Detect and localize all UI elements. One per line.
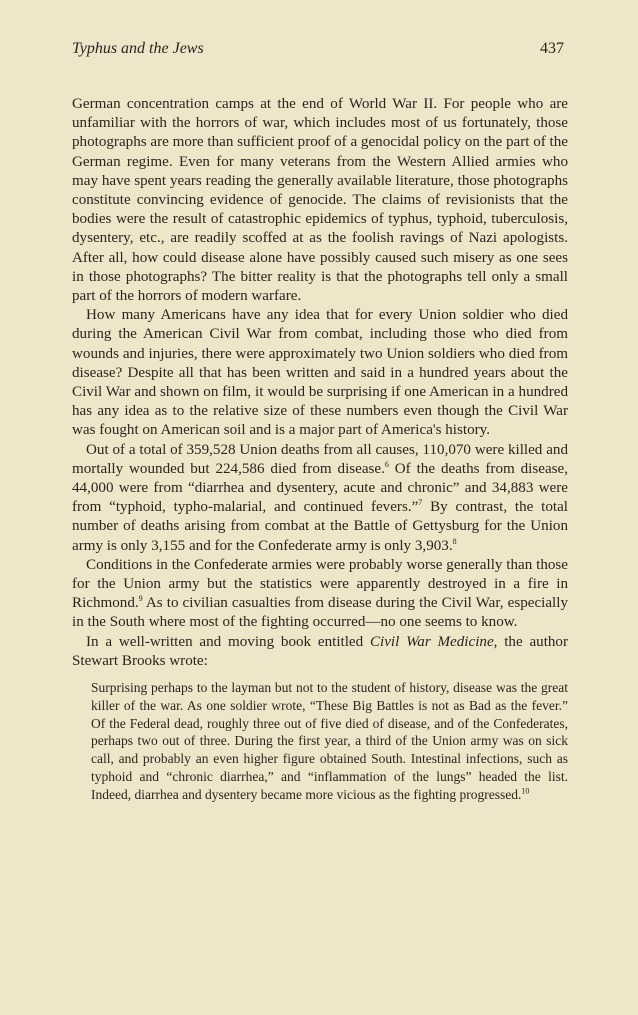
paragraph-3-text-3: By contrast, the total number of deaths arising from combat at the Battle of Gettysburg for the Union army is only 3,155 and for the Confederate army is only 3,903. xyxy=(72,499,568,554)
quote-text: Surprising perhaps to the layman but not to the student of history, disease was the great killer of the war. As one soldier wrote, “These Big Battles is not as Bad as the fever.” Of the Federal dead, roughly three out of five died of disease, and of the Confederates, perhaps two out of three. During the first year, a third of the Union army was on sick call, and probably an even higher figure obtained South. Intestinal infections, such as typhoid and “chronic diarrhea,” and “inflammation of the lungs” headed the list. Indeed, diarrhea and dysentery became more vicious as the fighting progressed. xyxy=(91,680,568,802)
body-text xyxy=(72,95,568,804)
paragraph-3 xyxy=(72,441,568,556)
paragraph-3-text-2: Of the deaths from disease, 44,000 were from “diarrhea and dysentery, acute and chronic” and 34,883 were from “typhoid, typho-malarial, and continued fevers.” xyxy=(72,460,568,516)
footnote-ref-8: 8 xyxy=(452,536,457,546)
paragraph-4-text-1: Conditions in the Confederate armies were probably worse generally than those for the Union army but the statistics were apparently destroyed in a fire in Richmond. xyxy=(72,556,568,612)
block-quote xyxy=(91,679,568,804)
footnote-ref-9: 9 xyxy=(138,594,143,604)
book-title: Civil War Medicine xyxy=(369,633,494,650)
page-number: 437 xyxy=(540,40,564,57)
paragraph-5-text-2: , the author Stewart Brooks wrote: xyxy=(72,633,569,669)
paragraph-2: How many Americans have any idea that for every Union soldier who died during the American Civil War from combat, including those who died from wounds and injuries, there were approximately two Union soldiers who died from disease? Despite all that has been written and said in a hundred years about the Civil War and shown on film, it would be surprising if one American in a hundred has any idea as to the relative size of these numbers even though the Civil War was fought on American soil and is a major part of America's history. xyxy=(72,307,568,439)
footnote-ref-6: 6 xyxy=(384,459,389,469)
paragraph-5 xyxy=(72,633,568,671)
paragraph-5-text-1: In a well-written and moving book entitled xyxy=(86,633,370,650)
footnote-ref-10: 10 xyxy=(521,786,530,796)
paragraph-1: German concentration camps at the end of World War II. For people who are unfamiliar with the horrors of war, which includes most of us fortunately, those photographs are more than sufficient proof of a genocidal policy on the part of the German regime. Even for many veterans from the Western Allied armies who may have spent years reading the generally available literature, those photographs constitute convincing evidence of genocide. The claims of revisionists that the bodies were the result of catastrophic epidemics of typhus, typhoid, tuberculosis, dysentery, etc., are readily scoffed at as the foolish ravings of Nazi apologists. After all, how could disease alone have possibly caused such misery as one sees in those photographs? The bitter reality is that the photographs tell only a small part of the horrors of modern warfare. xyxy=(72,96,568,305)
paragraph-3-text-1: Out of a total of 359,528 Union deaths from all causes, 110,070 were killed and mortally wounded but 224,586 died from disease. xyxy=(72,441,568,477)
paragraph-4-text-2: As to civilian casualties from disease during the Civil War, especially in the South where most of the fighting occurred—no one seems to know. xyxy=(72,595,568,631)
page-header xyxy=(72,40,564,62)
footnote-ref-7: 7 xyxy=(418,498,423,508)
paragraph-4 xyxy=(72,556,568,633)
running-title: Typhus and the Jews xyxy=(72,40,204,57)
